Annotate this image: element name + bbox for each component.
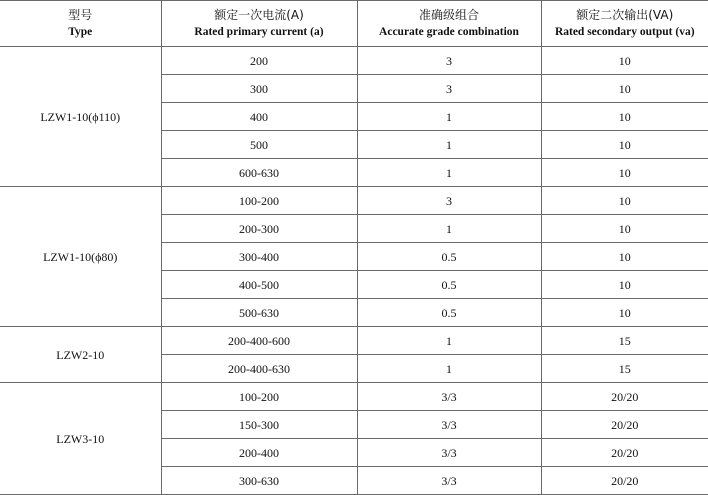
current-cell: 500	[161, 131, 357, 159]
current-cell: 100-200	[161, 383, 357, 411]
header-secondary-output-en: Rated secondary output (va)	[542, 25, 708, 39]
current-cell: 300-400	[161, 243, 357, 271]
output-cell: 20/20	[541, 467, 708, 495]
header-accuracy-grade-en: Accurate grade combination	[358, 25, 541, 39]
type-cell: LZW1-10(ϕ110)	[0, 47, 161, 187]
output-cell: 10	[541, 47, 708, 75]
grade-cell: 1	[357, 131, 541, 159]
current-cell: 400-500	[161, 271, 357, 299]
output-cell: 10	[541, 103, 708, 131]
header-accuracy-grade-cn: 准确级组合	[358, 8, 541, 23]
table-body	[0, 47, 708, 495]
current-cell: 600-630	[161, 159, 357, 187]
table-row	[0, 47, 708, 75]
table-row	[0, 383, 708, 411]
current-cell: 100-200	[161, 187, 357, 215]
grade-cell: 3	[357, 47, 541, 75]
current-cell: 500-630	[161, 299, 357, 327]
output-cell: 15	[541, 327, 708, 355]
grade-cell: 3/3	[357, 439, 541, 467]
grade-cell: 1	[357, 355, 541, 383]
type-cell: LZW3-10	[0, 383, 161, 495]
header-type-en: Type	[0, 25, 161, 39]
grade-cell: 1	[357, 159, 541, 187]
current-cell: 300-630	[161, 467, 357, 495]
current-cell: 200-400	[161, 439, 357, 467]
table-header	[0, 1, 708, 47]
type-cell: LZW2-10	[0, 327, 161, 383]
current-cell: 200-300	[161, 215, 357, 243]
table-row	[0, 187, 708, 215]
current-cell: 400	[161, 103, 357, 131]
output-cell: 20/20	[541, 439, 708, 467]
header-secondary-output	[541, 1, 708, 47]
output-cell: 10	[541, 243, 708, 271]
output-cell: 20/20	[541, 411, 708, 439]
grade-cell: 3/3	[357, 383, 541, 411]
output-cell: 10	[541, 271, 708, 299]
type-cell: LZW1-10(ϕ80)	[0, 187, 161, 327]
grade-cell: 3/3	[357, 411, 541, 439]
output-cell: 10	[541, 159, 708, 187]
grade-cell: 0.5	[357, 271, 541, 299]
output-cell: 10	[541, 75, 708, 103]
current-cell: 300	[161, 75, 357, 103]
output-cell: 10	[541, 187, 708, 215]
grade-cell: 1	[357, 327, 541, 355]
grade-cell: 1	[357, 103, 541, 131]
current-cell: 200-400-600	[161, 327, 357, 355]
header-primary-current-cn: 额定一次电流(A)	[162, 8, 357, 23]
grade-cell: 3/3	[357, 467, 541, 495]
header-secondary-output-cn: 额定二次输出(VA)	[542, 8, 708, 23]
header-type	[0, 1, 161, 47]
current-cell: 150-300	[161, 411, 357, 439]
grade-cell: 0.5	[357, 243, 541, 271]
output-cell: 10	[541, 299, 708, 327]
output-cell: 10	[541, 215, 708, 243]
header-accuracy-grade	[357, 1, 541, 47]
header-primary-current	[161, 1, 357, 47]
grade-cell: 0.5	[357, 299, 541, 327]
current-cell: 200-400-630	[161, 355, 357, 383]
header-type-cn: 型号	[0, 8, 161, 23]
grade-cell: 3	[357, 187, 541, 215]
grade-cell: 1	[357, 215, 541, 243]
output-cell: 10	[541, 131, 708, 159]
current-cell: 200	[161, 47, 357, 75]
output-cell: 20/20	[541, 383, 708, 411]
header-row	[0, 1, 708, 47]
grade-cell: 3	[357, 75, 541, 103]
output-cell: 15	[541, 355, 708, 383]
table-row	[0, 327, 708, 355]
header-primary-current-en: Rated primary current (a)	[162, 25, 357, 39]
